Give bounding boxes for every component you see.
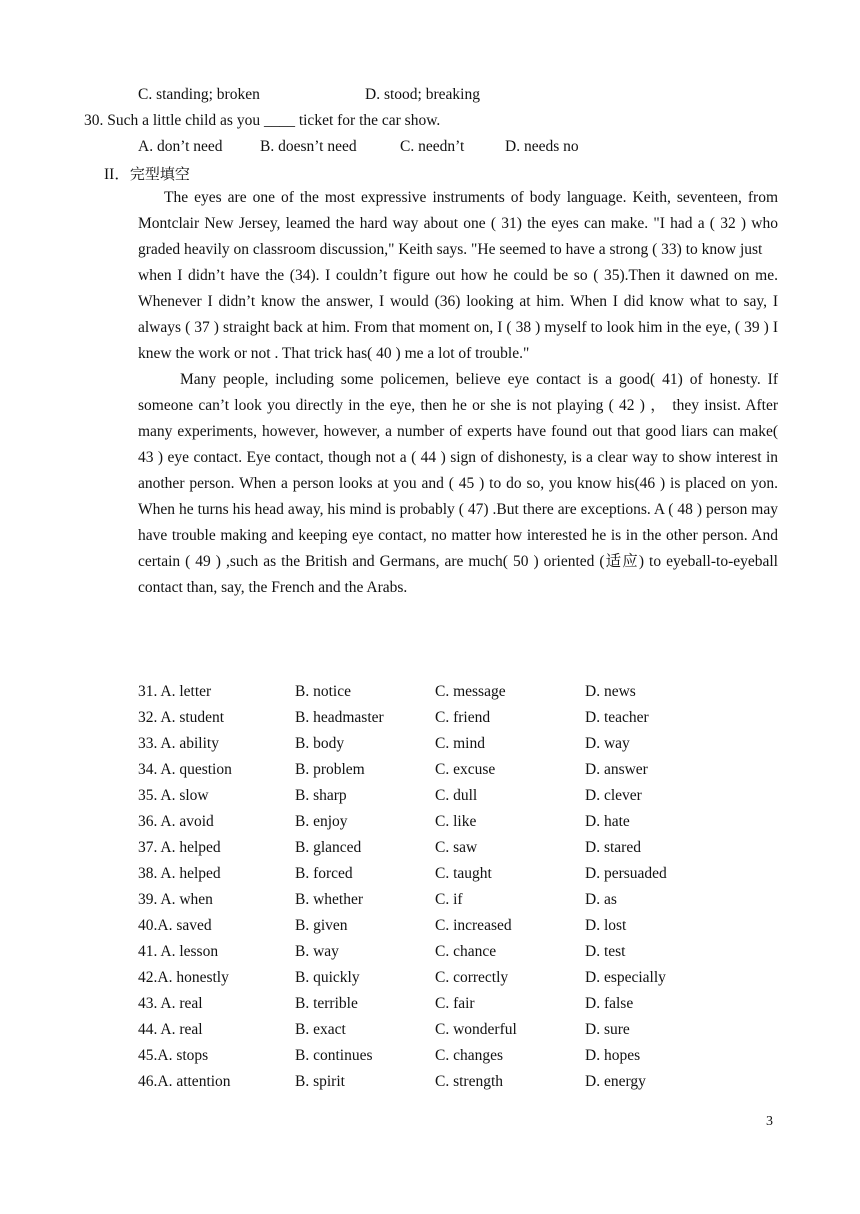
option-c: C. chance bbox=[435, 943, 497, 960]
option-a: 34. A. question bbox=[138, 761, 232, 778]
option-d: D. energy bbox=[585, 1073, 646, 1090]
option-c: C. increased bbox=[435, 917, 512, 934]
option-c: C. message bbox=[435, 683, 506, 700]
option-b: B. problem bbox=[295, 761, 365, 778]
option-a: 43. A. real bbox=[138, 995, 203, 1012]
option-d: D. as bbox=[585, 891, 617, 908]
option-a: 31. A. letter bbox=[138, 683, 212, 700]
option-d: D. way bbox=[585, 735, 630, 752]
option-b: B. whether bbox=[295, 891, 364, 908]
q30-stem: 30. Such a little child as you ____ ticket for the car show. bbox=[84, 112, 441, 129]
option-d: D. persuaded bbox=[585, 865, 667, 882]
option-b: B. spirit bbox=[295, 1073, 345, 1090]
option-c: C. mind bbox=[435, 735, 485, 752]
option-a: 40.A. saved bbox=[138, 917, 212, 934]
option-d: D. test bbox=[585, 943, 626, 960]
page-number: 3 bbox=[766, 1114, 773, 1129]
passage-paragraph-1b: when I didn’t have the (34). I couldn’t figure out how he could be so ( 35).Then it dawned on me. Whenever I didn’t know the answer, I would (36) looking at him. When I did know what to say, I always ( 37 ) straight back at him. From that moment on, I ( 38 ) myself to look him in the eye, ( 39 ) I knew the work or not . That trick has( 40 ) me a lot of trouble." bbox=[138, 267, 778, 362]
option-c: C. strength bbox=[435, 1073, 504, 1090]
q29-option-d: D. stood; breaking bbox=[365, 86, 480, 103]
option-c: C. like bbox=[435, 813, 477, 830]
option-d: D. sure bbox=[585, 1021, 630, 1038]
option-c: C. if bbox=[435, 891, 463, 908]
option-a: 36. A. avoid bbox=[138, 813, 214, 830]
option-b: B. quickly bbox=[295, 969, 360, 986]
option-c: C. friend bbox=[435, 709, 491, 726]
option-b: B. enjoy bbox=[295, 813, 348, 830]
option-d: D. lost bbox=[585, 917, 627, 934]
q30-option-d: D. needs no bbox=[505, 138, 579, 155]
option-a: 33. A. ability bbox=[138, 735, 219, 752]
option-b: B. way bbox=[295, 943, 339, 960]
passage-paragraph-2: Many people, including some policemen, believe eye contact is a good( 41) of honesty. If someone can’t look you directly in the eye, then he or she is not playing ( 42 ) ， they insist. After many experiments, however, however, a number of experts have found out that good liars can make( 43 ) eye contact. Eye contact, though not a ( 44 ) sign of dishonesty, is a clear way to show interest in another person. When a person looks at you and ( 45 ) to do so, you know his(46 ) is placed on yon. When he turns his head away, his mind is probably ( 47) .But there are exceptions. A ( 48 ) person may have trouble making and keeping eye contact, no matter how interested he is in the other person. And certain ( 49 ) ,such as the British and Germans, are much( 50 ) oriented (适应) to eyeball-to-eyeball contact than, say, the French and the Arabs. bbox=[138, 371, 778, 596]
option-d: D. clever bbox=[585, 787, 642, 804]
option-c: C. correctly bbox=[435, 969, 509, 986]
option-d: D. news bbox=[585, 683, 636, 700]
q30-option-b: B. doesn’t need bbox=[260, 138, 357, 155]
option-c: C. fair bbox=[435, 995, 475, 1012]
option-a: 37. A. helped bbox=[138, 839, 221, 856]
option-d: D. false bbox=[585, 995, 634, 1012]
option-d: D. hopes bbox=[585, 1047, 641, 1064]
option-c: C. changes bbox=[435, 1047, 504, 1064]
passage-paragraph-1a: The eyes are one of the most expressive instruments of body language. Keith, seventeen, from Montclair New Jersey, leamed the hard way about one ( 31) the eyes can make. "I had a ( 32 ) who graded heavily on classroom discussion," Keith says. "He seemed to have a strong ( 33) to know just bbox=[138, 189, 778, 258]
option-b: B. terrible bbox=[295, 995, 358, 1012]
section-roman: II． bbox=[104, 166, 130, 183]
option-b: B. given bbox=[295, 917, 348, 934]
q30-option-a: A. don’t need bbox=[138, 138, 223, 155]
option-a: 42.A. honestly bbox=[138, 969, 229, 986]
option-b: B. headmaster bbox=[295, 709, 384, 726]
section-title: 完型填空 bbox=[129, 165, 190, 183]
q29-option-c: C. standing; broken bbox=[138, 86, 260, 103]
option-c: C. dull bbox=[435, 787, 478, 804]
option-a: 39. A. when bbox=[138, 891, 213, 908]
option-b: B. continues bbox=[295, 1047, 373, 1064]
option-b: B. exact bbox=[295, 1021, 346, 1038]
option-b: B. forced bbox=[295, 865, 353, 882]
option-a: 32. A. student bbox=[138, 709, 225, 726]
option-a: 38. A. helped bbox=[138, 865, 221, 882]
option-d: D. hate bbox=[585, 813, 630, 830]
option-d: D. especially bbox=[585, 969, 666, 986]
section-heading bbox=[104, 162, 190, 184]
option-a: 45.A. stops bbox=[138, 1047, 209, 1064]
cloze-passage bbox=[138, 185, 778, 601]
option-a: 44. A. real bbox=[138, 1021, 203, 1038]
option-c: C. excuse bbox=[435, 761, 496, 778]
option-c: C. taught bbox=[435, 865, 492, 882]
option-a: 46.A. attention bbox=[138, 1073, 231, 1090]
q30-option-c: C. needn’t bbox=[400, 138, 465, 155]
option-c: C. saw bbox=[435, 839, 478, 856]
option-d: D. stared bbox=[585, 839, 641, 856]
option-a: 35. A. slow bbox=[138, 787, 209, 804]
option-a: 41. A. lesson bbox=[138, 943, 219, 960]
option-b: B. body bbox=[295, 735, 345, 752]
option-c: C. wonderful bbox=[435, 1021, 517, 1038]
option-b: B. notice bbox=[295, 683, 351, 700]
option-b: B. glanced bbox=[295, 839, 362, 856]
option-d: D. answer bbox=[585, 761, 648, 778]
option-d: D. teacher bbox=[585, 709, 649, 726]
option-b: B. sharp bbox=[295, 787, 347, 804]
